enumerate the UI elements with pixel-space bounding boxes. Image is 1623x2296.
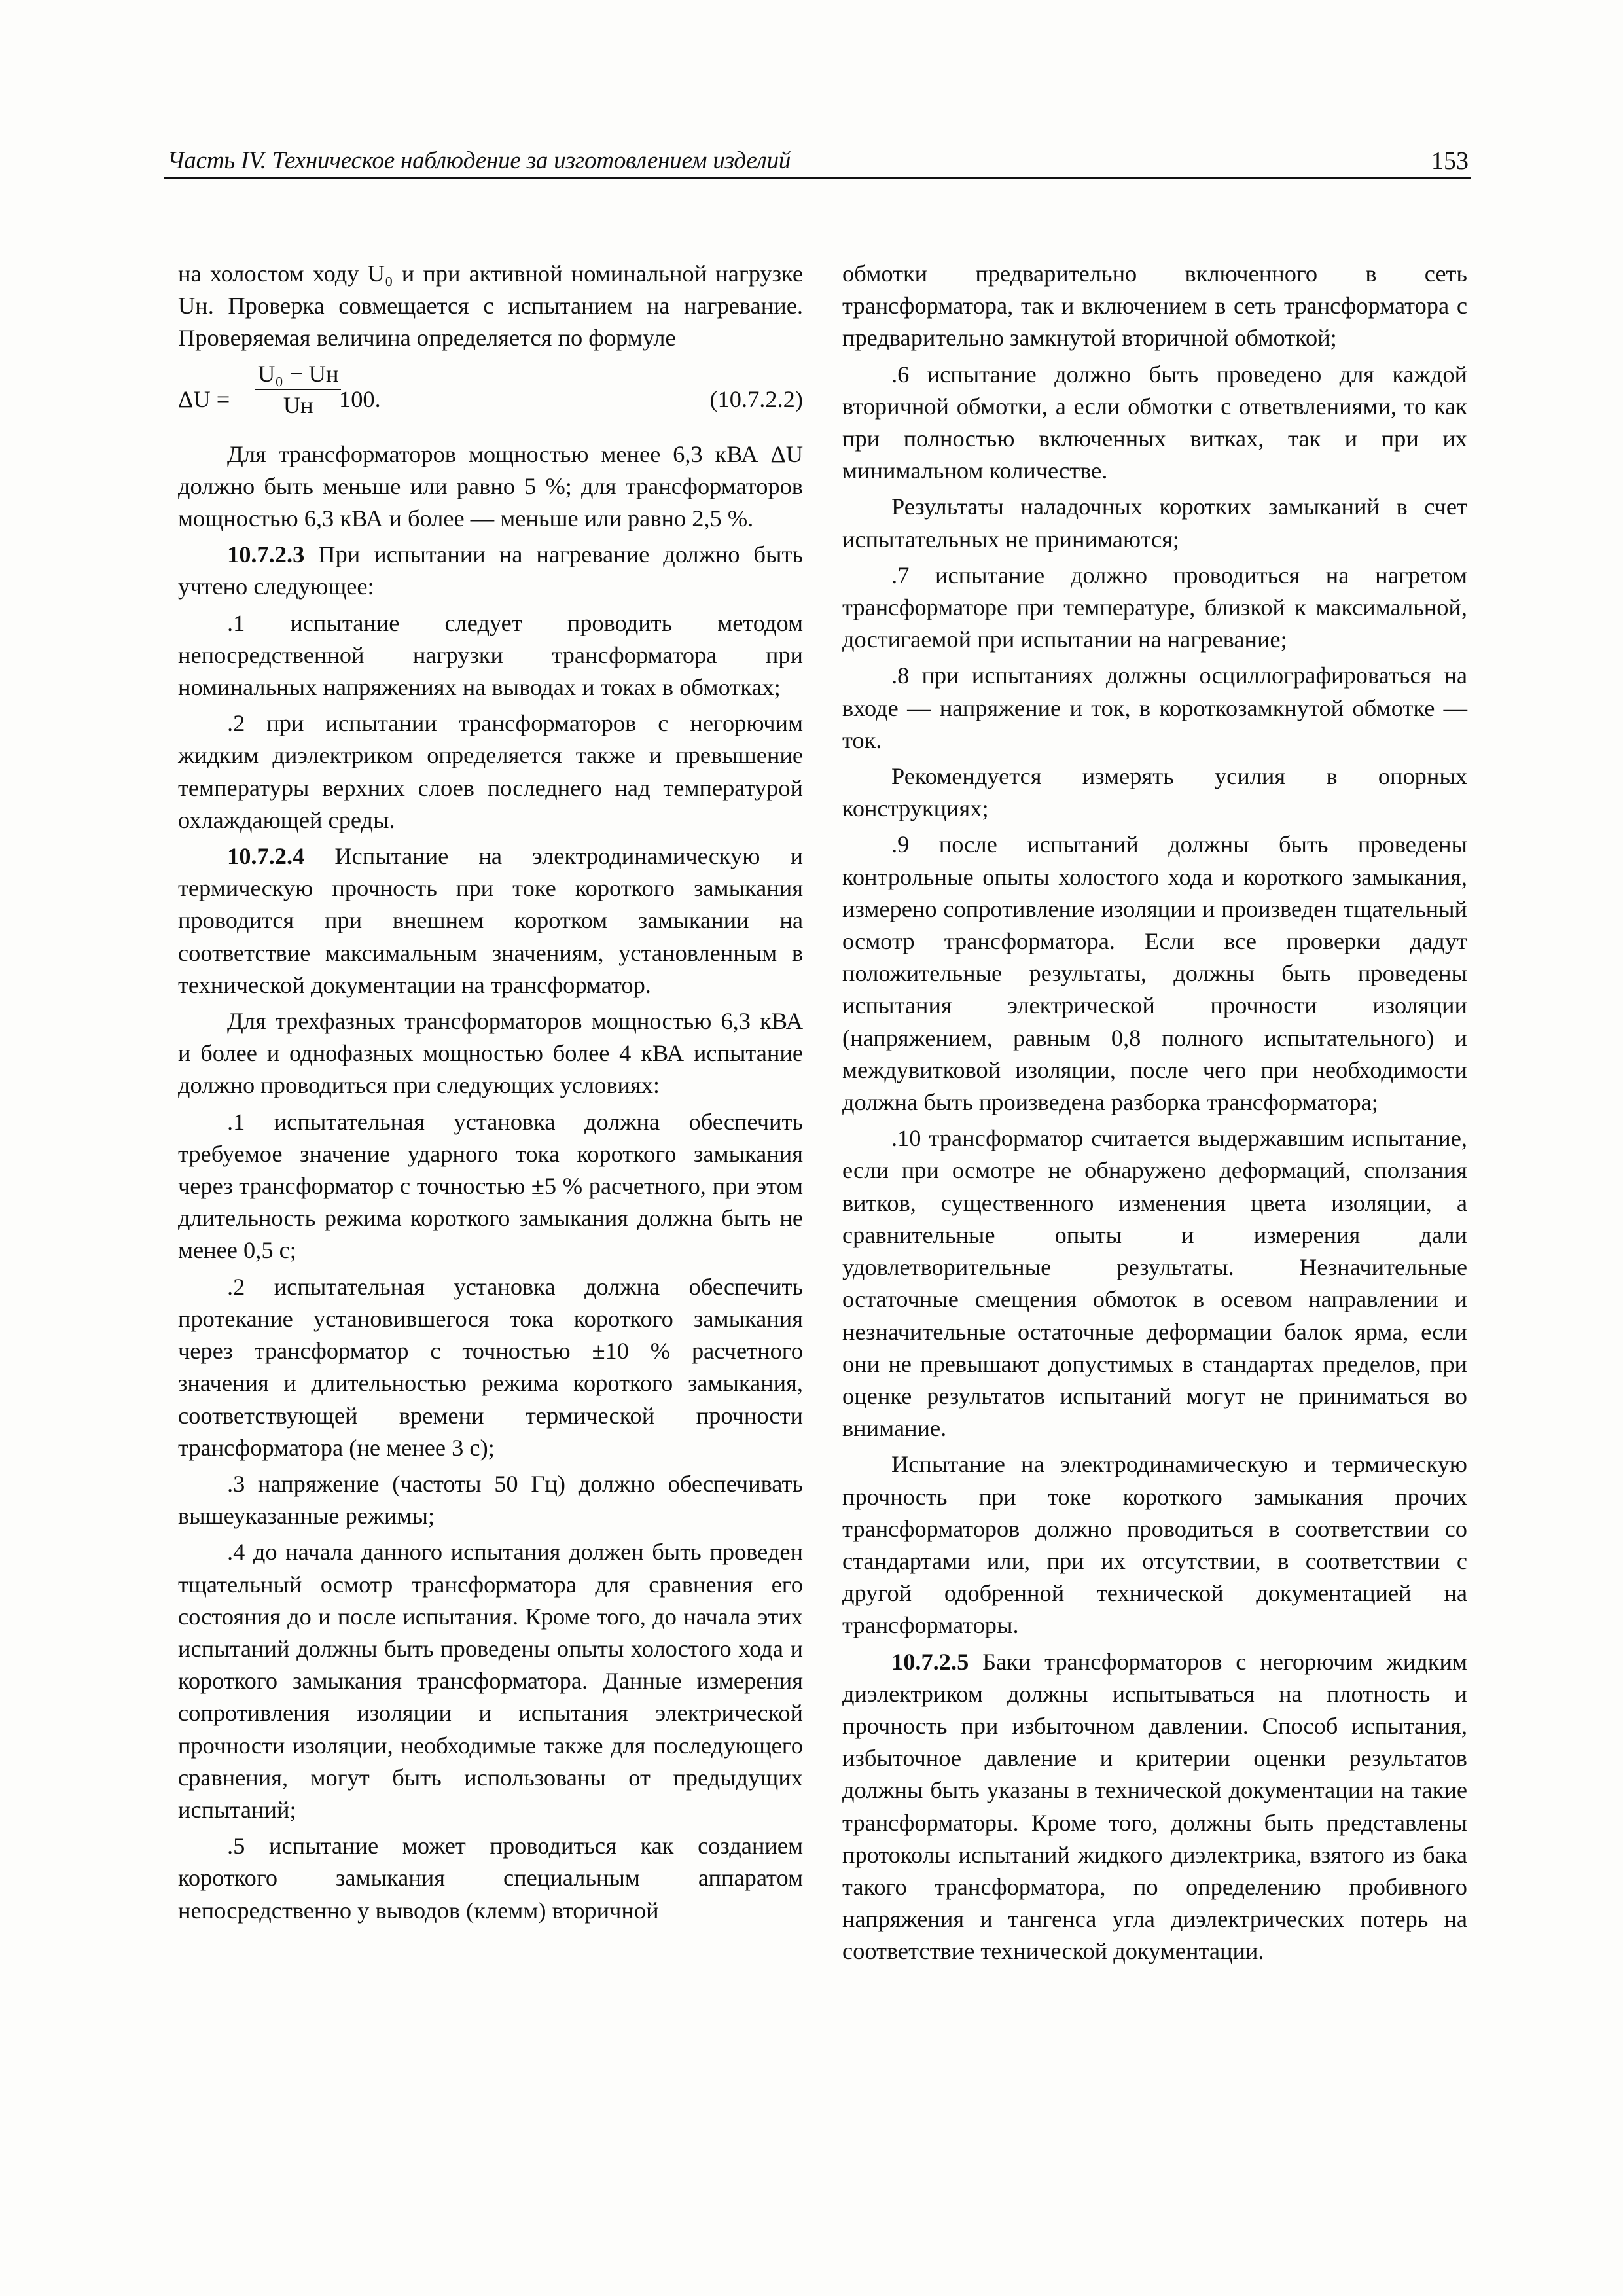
page-number: 153 <box>1431 147 1469 175</box>
formula-10-7-2-2 <box>178 359 803 431</box>
list-item: .4 до начала данного испытания должен быть проведен тщательный осмотр трансформатора для сравнения его состояния до и после испытания. Кроме того, до начала этих испытаний должны быть проведены опыты холостого хода и короткого замыкания трансформатора. Данные измерения сопротивления изоляции и испытания электрической прочности изоляции, необходимые также для последующего сравнения, могут быть использованы от предыдущих испытаний; <box>178 1539 803 1823</box>
list-item: .7 испытание должно проводиться на нагретом трансформаторе при температуре, близкой к максимальной, достигаемой при испытании на нагревание; <box>842 562 1467 653</box>
clause-number: 10.7.2.3 <box>227 541 305 568</box>
running-header <box>164 145 1471 179</box>
clause-text: Испытание на электродинамическую и термическую прочность при токе короткого замыкания проводится при внешнем коротком замыкании на соответствие максимальным значениям, установленным в технической документации на трансформатор. <box>178 843 803 998</box>
list-item: .9 после испытаний должны быть проведены контрольные опыты холостого хода и короткого замыкания, измерено сопротивление изоляции и произведен тщательный осмотр трансформатора. Если все проверки дадут положительные результаты, должны быть проведены испытания электрической прочности изоляции (напряжением, равным 0,8 полного испытательного) и междувитковой изоляции, после чего при необходимости должна быть произведена разборка трансформатора; <box>842 831 1467 1116</box>
list-item: .10 трансформатор считается выдержавшим испытание, если при осмотре не обнаружено деформаций, сползания витков, существенного изменения цвета изоляции, а сравнительные опыты и измерения дали удовлетворительные результаты. Незначительные остаточные смещения обмоток в осевом направлении и незначительные остаточные деформации балок ярма, если они не превышают допустимых в стандартах пределов, при оценке результатов испытаний могут не приниматься во внимание. <box>842 1125 1467 1442</box>
paragraph: Рекомендуется измерять усилия в опорных конструкциях; <box>842 763 1467 822</box>
list-item: .1 испытательная установка должна обеспечить требуемое значение ударного тока короткого замыкания через трансформатор с точностью ±5 % расчетного, при этом длительность режима короткого замыкания должна быть не менее 0,5 с; <box>178 1108 803 1264</box>
paragraph: Для трехфазных трансформаторов мощностью 6,3 кВА и более и однофазных мощностью более 4 кВА испытание должно проводиться при следующих условиях: <box>178 1008 803 1099</box>
formula-numerator: U₀ − Uн <box>255 359 341 390</box>
clause-number: 10.7.2.5 <box>891 1648 969 1675</box>
paragraph <box>178 539 803 603</box>
formula-number: (10.7.2.2) <box>709 386 803 412</box>
paragraph: Результаты наладочных коротких замыканий в счет испытательных не принимаются; <box>842 493 1467 552</box>
left-column <box>178 258 803 1931</box>
formula-fraction <box>255 359 341 420</box>
formula-denominator: Uн <box>283 391 313 418</box>
list-item: .5 испытание может проводиться как созданием короткого замыкания специальным аппаратом непосредственно у выводов (клемм) вторичной <box>178 1833 803 1924</box>
paragraph: Испытание на электродинамическую и термическую прочность при токе короткого замыкания прочих трансформаторов должно проводиться в соответствии со стандартами или, при их отсутствии, в соответствии с другой одобренной технической документацией на трансформаторы. <box>842 1451 1467 1639</box>
paragraph <box>178 840 803 1001</box>
list-item: .2 испытательная установка должна обеспечить протекание установившегося тока короткого замыкания через трансформатор с точностью ±10 % расчетного значения и длительностью режима короткого замыкания, соответствующей времени термической прочности трансформатора (не менее 3 с); <box>178 1273 803 1461</box>
formula-lhs: ΔU = <box>178 386 230 412</box>
clause-number: 10.7.2.4 <box>227 843 305 870</box>
running-header-title: Часть IV. Техническое наблюдение за изготовлением изделий <box>168 147 791 174</box>
list-item: .6 испытание должно быть проведено для каждой вторичной обмотки, а если обмотки с ответвлениями, то как при полностью включенных витках, так и при их минимальном количестве. <box>842 361 1467 484</box>
right-column <box>842 258 1467 1972</box>
paragraph: обмотки предварительно включенного в сеть трансформатора, так и включением в сеть трансформатора с предварительно замкнутой вторичной обмоткой; <box>842 260 1467 351</box>
clause-text: Баки трансформаторов с негорючим жидким диэлектриком должны испытываться на плотность и прочность при избыточном давлении. Способ испытания, избыточное давление и критерии оценки результатов должны быть указаны в технической документации на такие трансформаторы. Кроме того, должны быть представлены протоколы испытаний жидкого диэлектрика, взятого из бака такого трансформатора, по определению пробивного напряжения и тангенса угла диэлектрических потерь на соответствие технической документации. <box>842 1648 1467 1965</box>
paragraph <box>842 1646 1467 1968</box>
list-item: .2 при испытании трансформаторов с негорючим жидким диэлектриком определяется также и превышение температуры верхних слоев последнего над температурой охлаждающей среды. <box>178 710 803 833</box>
list-item: .8 при испытаниях должны осциллографироваться на входе — напряжение и ток, в короткозамкнутой обмотке — ток. <box>842 662 1467 753</box>
paragraph: на холостом ходу U₀ и при активной номинальной нагрузке Uн. Проверка совмещается с испытанием на нагревание. Проверяемая величина определяется по формуле <box>178 260 803 351</box>
paragraph: Для трансформаторов мощностью менее 6,3 кВА ΔU должно быть меньше или равно 5 %; для трансформаторов мощностью 6,3 кВА и более — меньше или равно 2,5 %. <box>178 440 803 532</box>
list-item: .1 испытание следует проводить методом непосредственной нагрузки трансформатора при номинальных напряжениях на выводах и токах в обмотках; <box>178 609 803 701</box>
formula-multiplier: 100. <box>339 386 381 412</box>
list-item: .3 напряжение (частоты 50 Гц) должно обеспечивать вышеуказанные режимы; <box>178 1470 803 1530</box>
clause-text: При испытании на нагревание должно быть учтено следующее: <box>178 541 803 600</box>
